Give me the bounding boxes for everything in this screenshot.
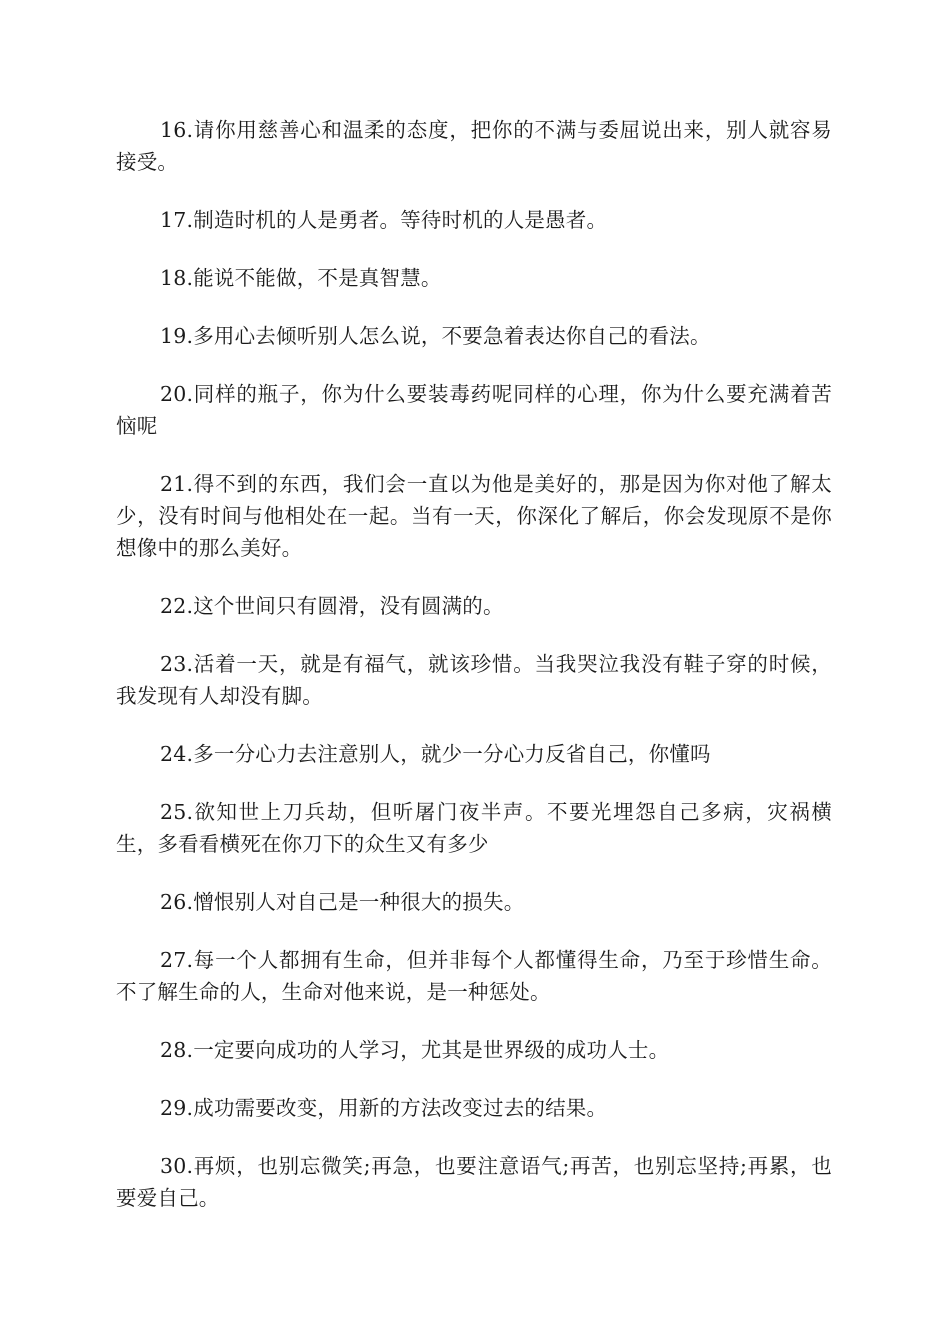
paragraph-29: 29.成功需要改变，用新的方法改变过去的结果。 (160, 1096, 608, 1120)
paragraph-18: 18.能说不能做，不是真智慧。 (160, 266, 442, 290)
paragraph-19: 19.多用心去倾听别人怎么说，不要急着表达你自己的看法。 (160, 324, 711, 348)
paragraph-22: 22.这个世间只有圆滑，没有圆满的。 (160, 594, 504, 618)
paragraph-27: 27.每一个人都拥有生命，但并非每个人都懂得生命，乃至于珍惜生命。不了解生命的人，生命对他来说，是一种惩处。 (116, 948, 832, 1004)
paragraph-17: 17.制造时机的人是勇者。等待时机的人是愚者。 (160, 208, 608, 232)
paragraph-30: 30.再烦，也别忘微笑;再急，也要注意语气;再苦，也别忘坚持;再累，也要爱自己。 (116, 1154, 832, 1210)
document-body (116, 114, 832, 1240)
paragraph-21: 21.得不到的东西，我们会一直以为他是美好的，那是因为你对他了解太少，没有时间与他相处在一起。当有一天，你深化了解后，你会发现原不是你想像中的那么美好。 (116, 472, 832, 560)
paragraph-20: 20.同样的瓶子，你为什么要装毒药呢同样的心理，你为什么要充满着苦恼呢 (116, 382, 832, 438)
paragraph-16: 16.请你用慈善心和温柔的态度，把你的不满与委屈说出来，别人就容易接受。 (116, 118, 832, 174)
paragraph-23: 23.活着一天，就是有福气，就该珍惜。当我哭泣我没有鞋子穿的时候，我发现有人却没有脚。 (116, 652, 832, 708)
paragraph-28: 28.一定要向成功的人学习，尤其是世界级的成功人士。 (160, 1038, 670, 1062)
paragraph-24: 24.多一分心力去注意别人，就少一分心力反省自己，你懂吗 (160, 742, 711, 766)
paragraph-26: 26.憎恨别人对自己是一种很大的损失。 (160, 890, 525, 914)
paragraph-25: 25.欲知世上刀兵劫，但听屠门夜半声。不要光埋怨自己多病，灾祸横生，多看看横死在你刀下的众生又有多少 (116, 800, 832, 856)
